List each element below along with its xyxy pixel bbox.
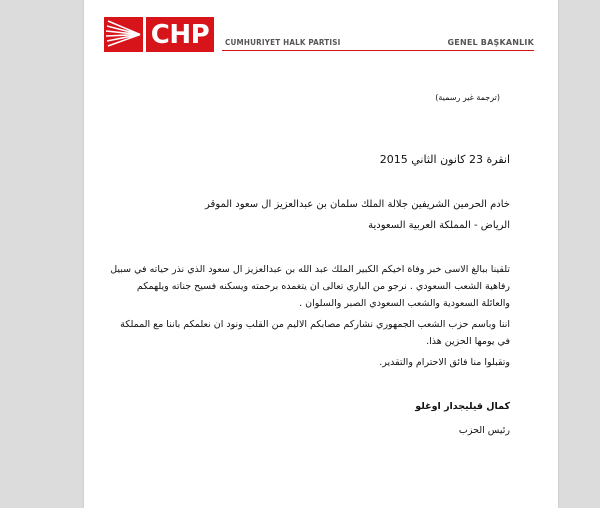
- signatory-title: رئيس الحزب: [458, 425, 510, 436]
- body-paragraph-1-line-3: والعائلة السعودية والشعب السعودي الصبر والسلوان .: [299, 298, 510, 309]
- logo-text: CHP: [143, 17, 214, 52]
- office-name: GENEL BAŞKANLIK: [447, 38, 534, 47]
- party-logo: [104, 17, 214, 52]
- party-name: CUMHURIYET HALK PARTISI: [225, 38, 341, 47]
- recipient-line-2: الرياض - المملكة العربية السعودية: [368, 220, 510, 231]
- sun-rays-icon: [104, 17, 143, 52]
- translation-note: (ترجمة غير رسمية): [435, 93, 500, 102]
- closing-line: وتقبلوا منا فائق الاحترام والتقدير.: [379, 357, 510, 368]
- body-paragraph-2-line-1: اننا وباسم حزب الشعب الجمهوري نشاركم مصابكم الاليم من القلب ونود ان نعلمكم باننا مع المملكة: [120, 319, 510, 330]
- signatory-name: كمال قيليجدار اوغلو: [415, 401, 510, 412]
- body-paragraph-1-line-2: رفاهية الشعب السعودي . نرجو من الباري تعالى ان يتغمده برحمته ويسكنه فسيح جناته ويلهمكم: [136, 281, 510, 292]
- letter-date: انقرة 23 كانون الثاني 2015: [379, 153, 510, 166]
- body-paragraph-2-line-2: في يومها الحزين هذا.: [426, 336, 510, 347]
- header-rule: [222, 50, 534, 51]
- body-paragraph-1-line-1: تلقينا ببالغ الاسى خبر وفاة اخيكم الكبير الملك عبد الله بن عبدالعزيز ال سعود الذي نذر حياته في سبيل: [110, 264, 510, 275]
- recipient-line-1: خادم الحرمين الشريفين جلالة الملك سلمان بن عبدالعزيز ال سعود الموقر: [205, 199, 510, 210]
